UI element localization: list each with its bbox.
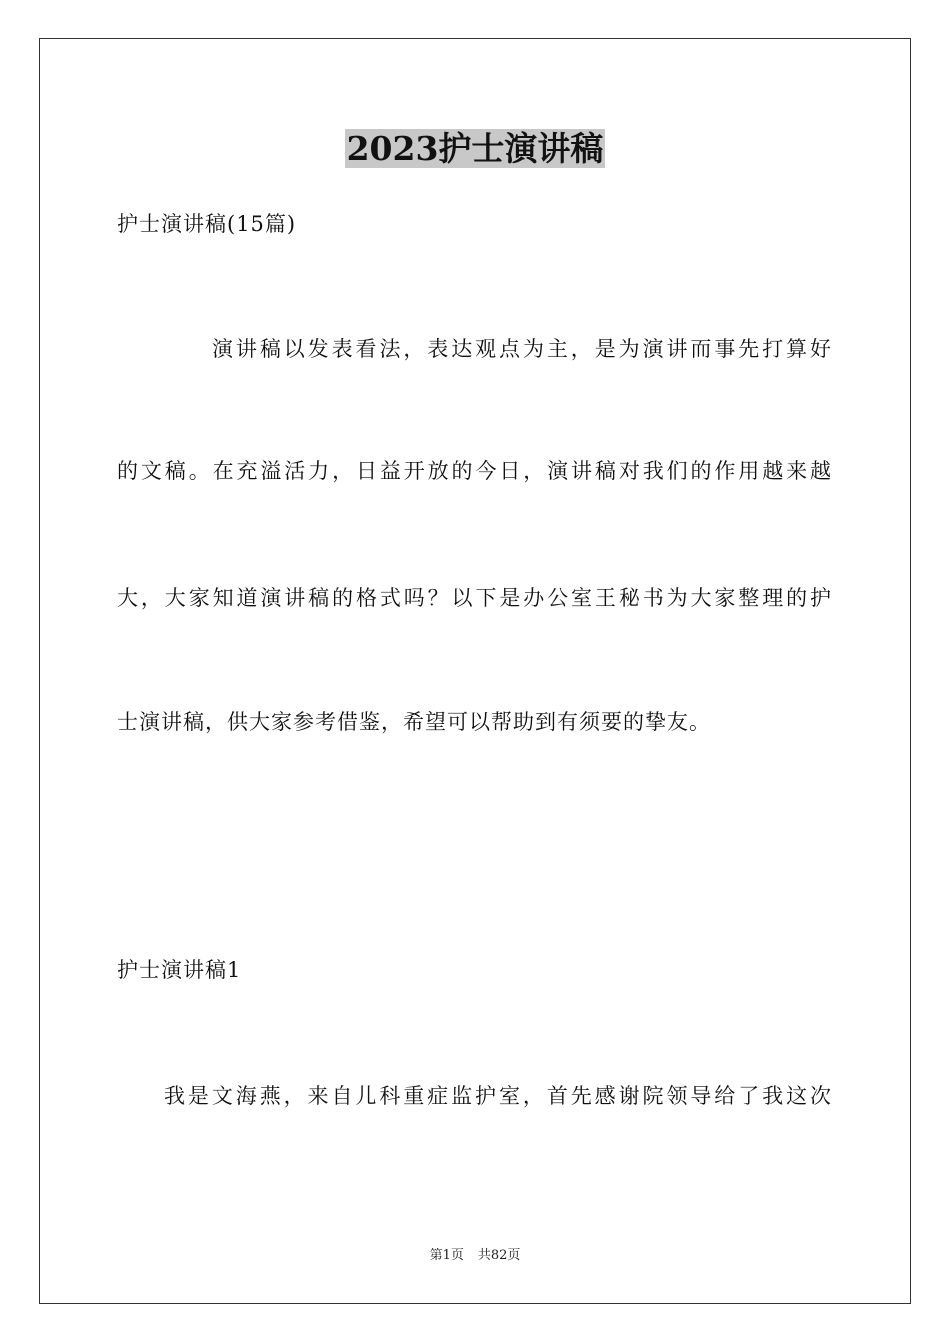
section-paragraph-line: 我是文海燕，来自儿科重症监护室，首先感谢院领导给了我这次 xyxy=(164,1084,832,1108)
intro-paragraph-line: 的文稿。在充溢活力，日益开放的今日，演讲稿对我们的作用越来越 xyxy=(117,459,832,483)
page-total: 共82页 xyxy=(477,1248,521,1263)
intro-paragraph-line: 演讲稿以发表看法，表达观点为主，是为演讲而事先打算好 xyxy=(212,337,832,361)
intro-paragraph-line: 士演讲稿，供大家参考借鉴，希望可以帮助到有须要的挚友。 xyxy=(117,710,711,734)
page-number: 第1页 xyxy=(429,1248,464,1263)
document-title xyxy=(0,127,950,171)
document-title-text: 2023护士演讲稿 xyxy=(346,129,604,168)
document-subtitle: 护士演讲稿(15篇) xyxy=(117,212,297,236)
intro-paragraph-line: 大，大家知道演讲稿的格式吗？以下是办公室王秘书为大家整理的护 xyxy=(117,586,832,610)
section-heading: 护士演讲稿1 xyxy=(117,958,242,982)
page-footer xyxy=(0,1247,950,1265)
